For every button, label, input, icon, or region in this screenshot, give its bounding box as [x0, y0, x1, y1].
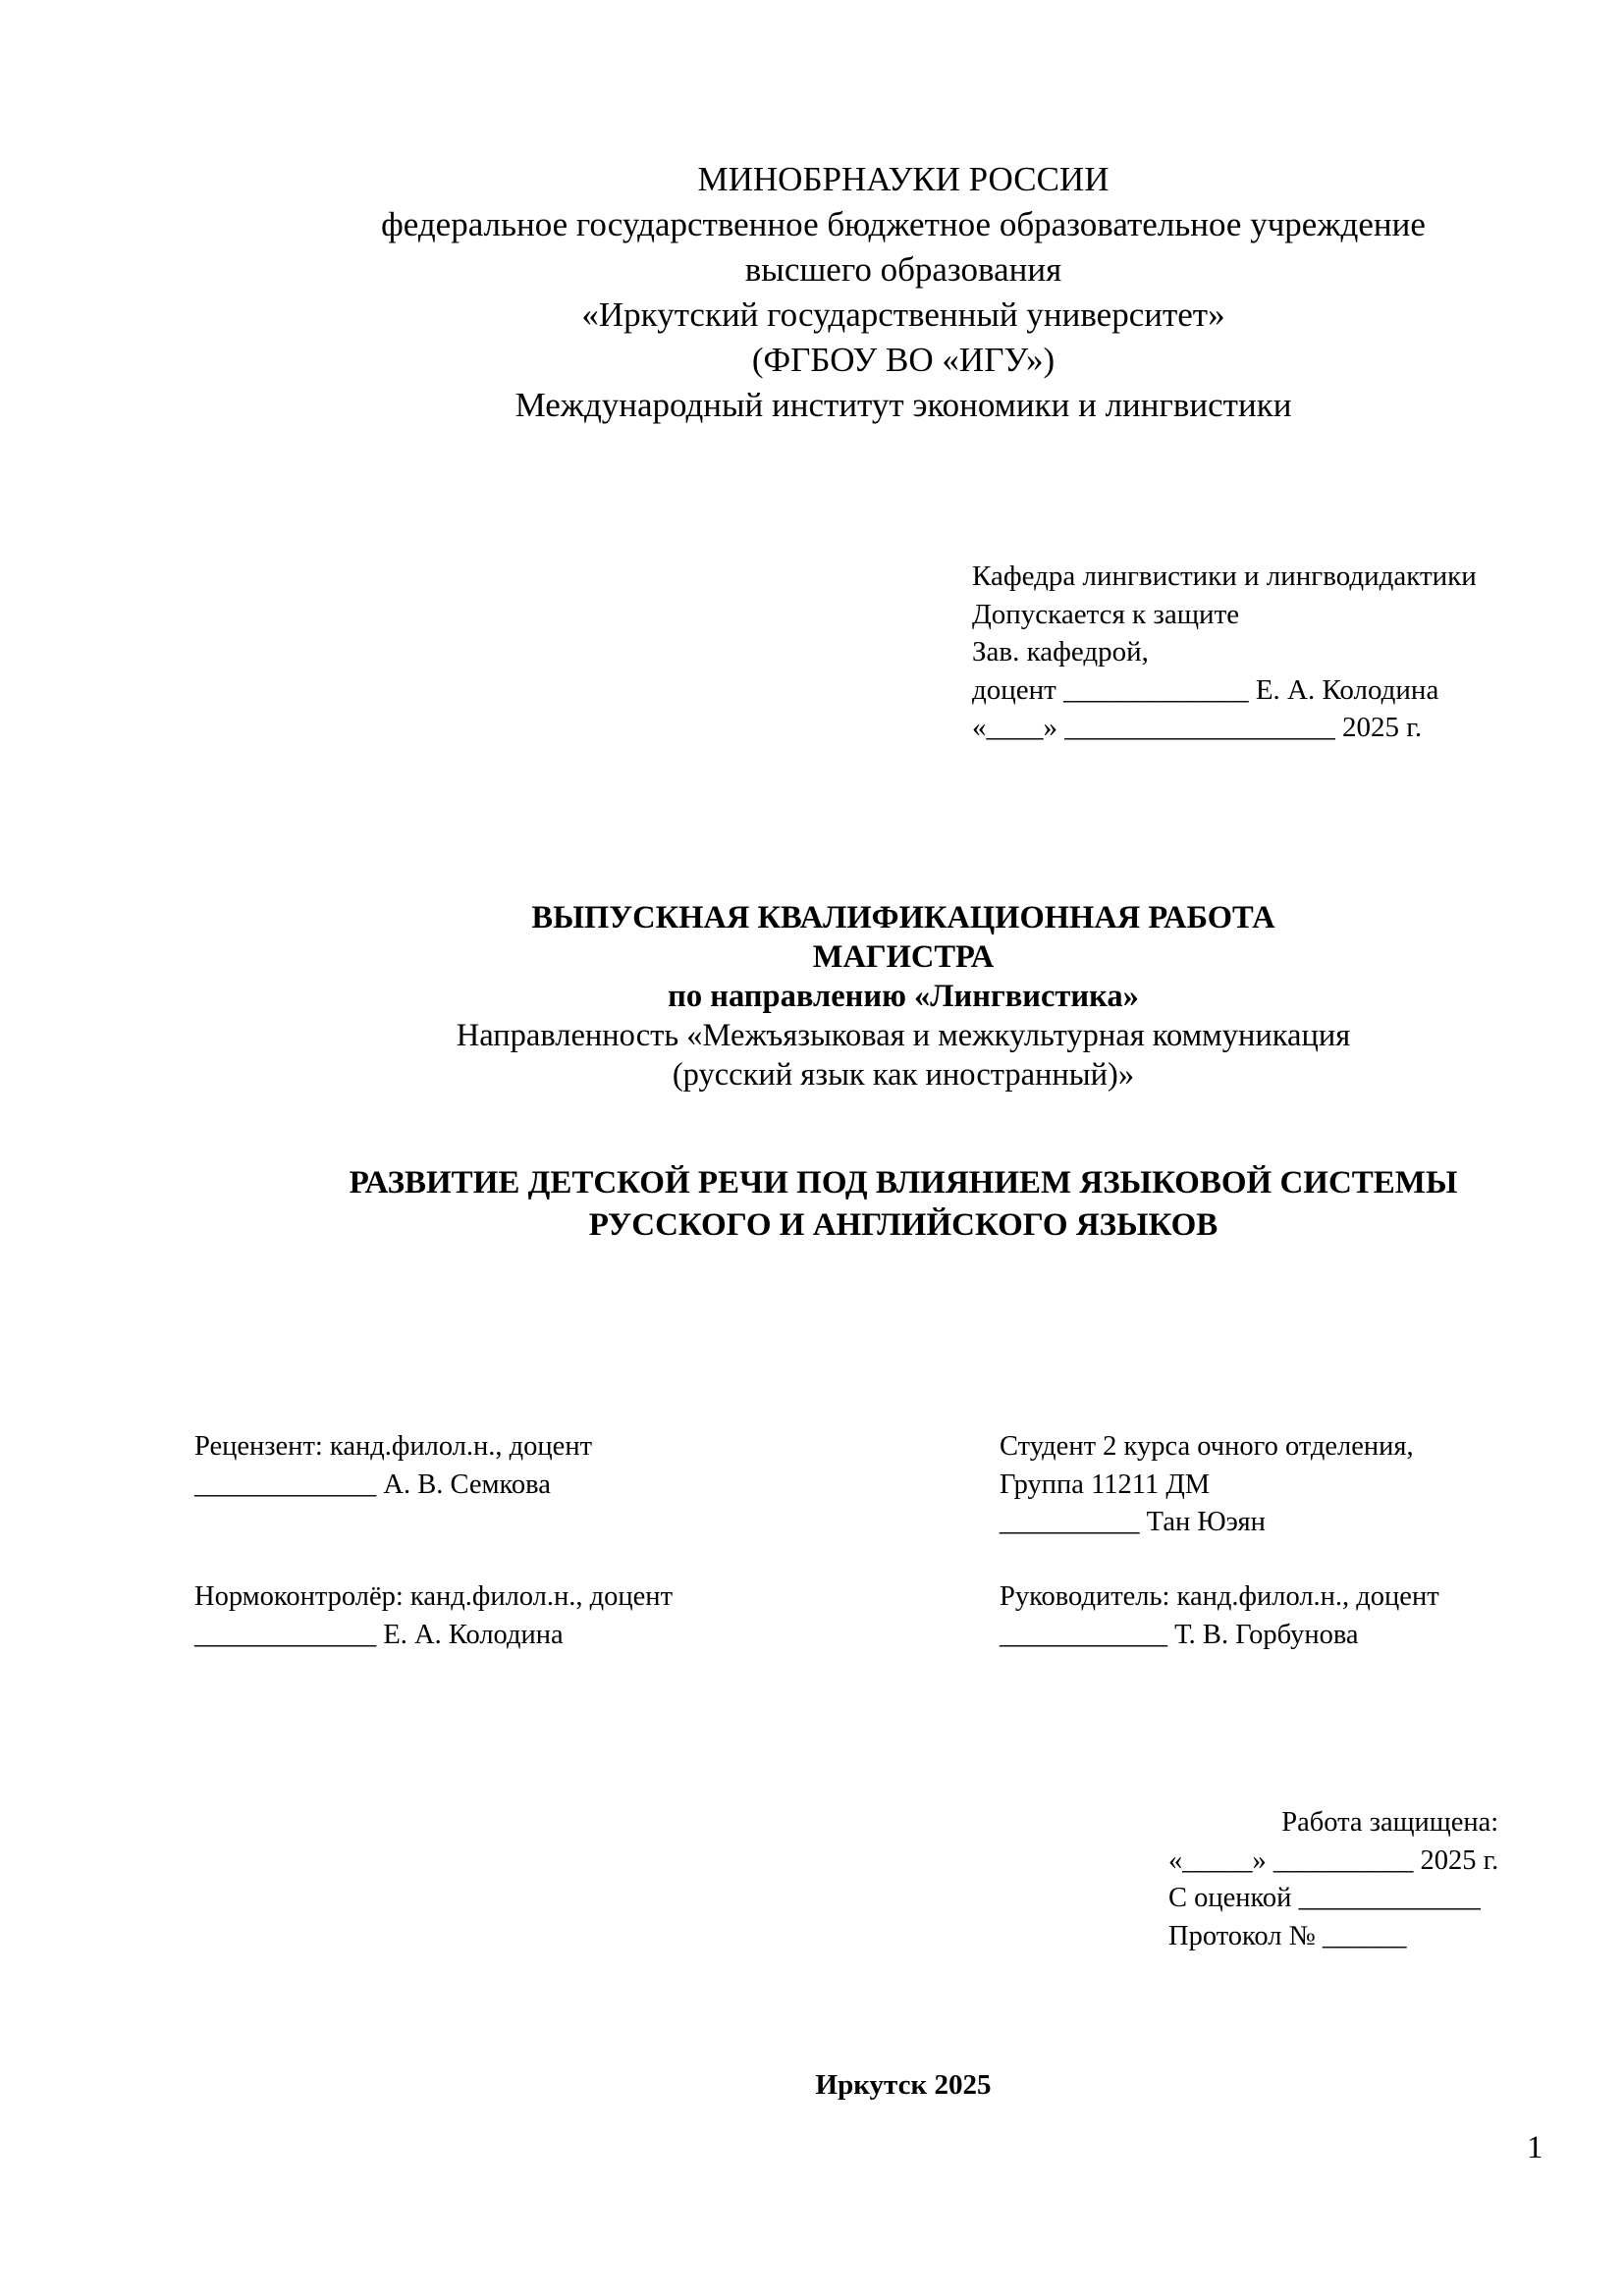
- student-title: Студент 2 курса очного отделения,: [1000, 1431, 1414, 1462]
- university-name: «Иркутский государственный университет»: [581, 295, 1225, 334]
- student-signature-line: __________ Тан Юэян: [1000, 1507, 1266, 1537]
- reviewer-signature-line: _____________ А. В. Семкова: [194, 1468, 551, 1500]
- student-group: Группа 11211 ДМ: [1000, 1468, 1211, 1500]
- thesis-type-line-1: ВЫПУСКНАЯ КВАЛИФИКАЦИОННАЯ РАБОТА: [531, 900, 1275, 935]
- institution-header: [0, 157, 1624, 428]
- thesis-focus-line-2: (русский язык как иностранный)»: [672, 1057, 1135, 1093]
- defense-grade-line: С оценкой _____________: [1168, 1883, 1481, 1913]
- thesis-topic-line-2: РУССКОГО И АНГЛИЙСКОГО ЯЗЫКОВ: [588, 1207, 1218, 1243]
- approval-date-line: «____» ___________________ 2025 г.: [972, 712, 1423, 743]
- supervisor-title: Руководитель: канд.филол.н., доцент: [1000, 1581, 1439, 1612]
- thesis-topic: [0, 1162, 1624, 1247]
- university-abbreviation: (ФГБОУ ВО «ИГУ»): [751, 341, 1056, 379]
- supervisor-signature-line: ____________ Т. В. Горбунова: [1000, 1619, 1359, 1650]
- thesis-title-block: [0, 898, 1624, 1095]
- normcontrol-block: [194, 1578, 673, 1654]
- institute-name: Международный институт экономики и лингвистики: [514, 386, 1292, 424]
- normcontrol-title: Нормоконтролёр: канд.филол.н., доцент: [194, 1581, 674, 1612]
- thesis-topic-line-1: РАЗВИТИЕ ДЕТСКОЙ РЕЧИ ПОД ВЛИЯНИЕМ ЯЗЫКОВОЙ СИСТЕМЫ: [349, 1165, 1458, 1201]
- defense-status: Работа защищена:: [1281, 1807, 1499, 1838]
- head-title: Зав. кафедрой,: [972, 636, 1149, 667]
- student-block: [1000, 1428, 1414, 1542]
- institution-type-line-2: высшего образования: [744, 250, 1062, 289]
- ministry-name: МИНОБРНАУКИ РОССИИ: [697, 160, 1110, 198]
- defense-protocol-line: Протокол № ______: [1168, 1920, 1407, 1951]
- thesis-direction: по направлению «Лингвистика»: [668, 979, 1139, 1014]
- page-number: 1: [1527, 2130, 1543, 2165]
- department-name: Кафедра лингвистики и лингводидактики: [972, 561, 1477, 592]
- admission-text: Допускается к защите: [972, 598, 1240, 630]
- department-approval-block: [972, 558, 1477, 747]
- head-signature-line: доцент _____________ Е. А. Колодина: [972, 673, 1439, 706]
- reviewer-title: Рецензент: канд.филол.н., доцент: [194, 1431, 593, 1462]
- thesis-type-line-2: МАГИСТРА: [812, 939, 995, 975]
- institution-type-line-1: федеральное государственное бюджетное образовательное учреждение: [381, 205, 1426, 243]
- defense-date-line: «_____» __________ 2025 г.: [1168, 1844, 1499, 1876]
- defense-result-block: [1168, 1804, 1498, 1955]
- normcontrol-signature-line: _____________ Е. А. Колодина: [194, 1619, 564, 1650]
- reviewer-block: [194, 1428, 592, 1504]
- thesis-focus-line-1: Направленность «Межъязыковая и межкультурная коммуникация: [456, 1018, 1351, 1053]
- supervisor-block: [1000, 1578, 1439, 1654]
- city-year: Иркутск 2025: [815, 2069, 992, 2101]
